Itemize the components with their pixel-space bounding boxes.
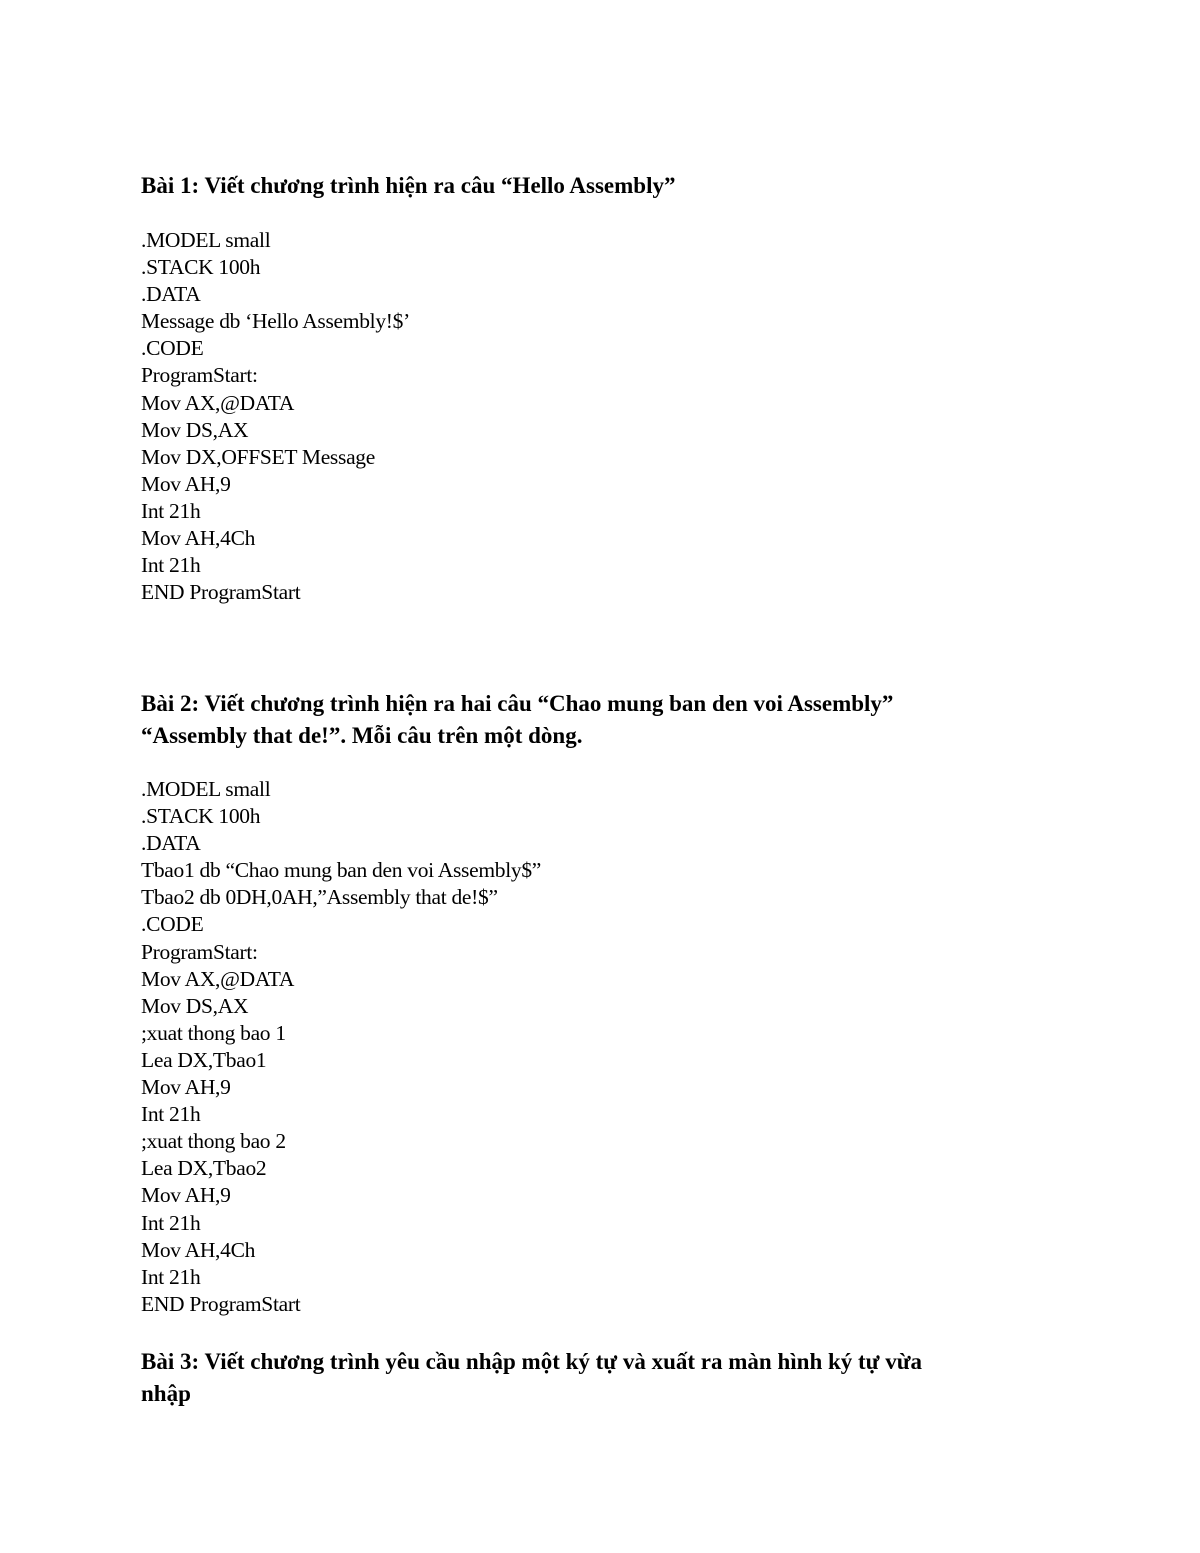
code-line: Mov DX,OFFSET Message [141, 444, 376, 469]
code-line: Mov DS,AX [141, 417, 249, 442]
code-line: ;xuat thong bao 1 [141, 1020, 286, 1045]
code-line: Mov AX,@DATA [141, 390, 295, 415]
code-line: Mov AX,@DATA [141, 966, 295, 991]
code-line: Int 21h [141, 1210, 201, 1235]
code-line: Int 21h [141, 1264, 201, 1289]
code-line: Mov AH,4Ch [141, 526, 256, 551]
code-line: .MODEL small [141, 228, 271, 252]
code-line: Mov AH,9 [141, 471, 231, 496]
code-line: .MODEL small [141, 777, 271, 801]
code-line: .STACK 100h [141, 255, 261, 280]
exercise-2-heading-line-1: Bài 2: Viết chương trình hiện ra hai câu “Chao mung ban den voi Assembly” [141, 691, 894, 716]
code-line: .DATA [141, 282, 201, 307]
code-line: Int 21h [141, 553, 201, 578]
code-line: END ProgramStart [141, 580, 301, 605]
exercise-1-code [141, 227, 410, 606]
code-line: .CODE [141, 912, 204, 937]
code-line: .STACK 100h [141, 804, 261, 829]
code-line: Lea DX,Tbao1 [141, 1047, 267, 1072]
code-line: ProgramStart: [141, 939, 258, 964]
code-line: Mov AH,9 [141, 1183, 231, 1208]
code-line: Lea DX,Tbao2 [141, 1156, 267, 1181]
code-line: Int 21h [141, 1102, 201, 1127]
exercise-3-heading [141, 1346, 1081, 1410]
code-line: Mov AH,4Ch [141, 1237, 256, 1262]
code-line: Int 21h [141, 498, 201, 523]
exercise-2-heading [141, 688, 1081, 752]
code-line: .CODE [141, 336, 204, 361]
code-line: .DATA [141, 831, 201, 856]
code-line: Tbao1 db “Chao mung ban den voi Assembly$” [141, 858, 542, 883]
code-line: ProgramStart: [141, 363, 258, 388]
exercise-2-code [141, 776, 541, 1318]
code-line: END ProgramStart [141, 1291, 301, 1316]
code-line: Tbao2 db 0DH,0AH,”Assembly that de!$” [141, 885, 498, 910]
code-line: ;xuat thong bao 2 [141, 1129, 286, 1154]
code-line: Mov DS,AX [141, 993, 249, 1018]
code-line: Message db ‘Hello Assembly!$’ [141, 309, 410, 334]
exercise-2-heading-line-2: “Assembly that de!”. Mỗi câu trên một dòng. [141, 723, 583, 748]
exercise-3-heading-line-1: Bài 3: Viết chương trình yêu cầu nhập một ký tự và xuất ra màn hình ký tự vừa [141, 1349, 923, 1374]
code-line: Mov AH,9 [141, 1075, 231, 1100]
exercise-1-heading: Bài 1: Viết chương trình hiện ra câu “Hello Assembly” [141, 173, 676, 198]
exercise-3-heading-line-2: nhập [141, 1381, 191, 1406]
